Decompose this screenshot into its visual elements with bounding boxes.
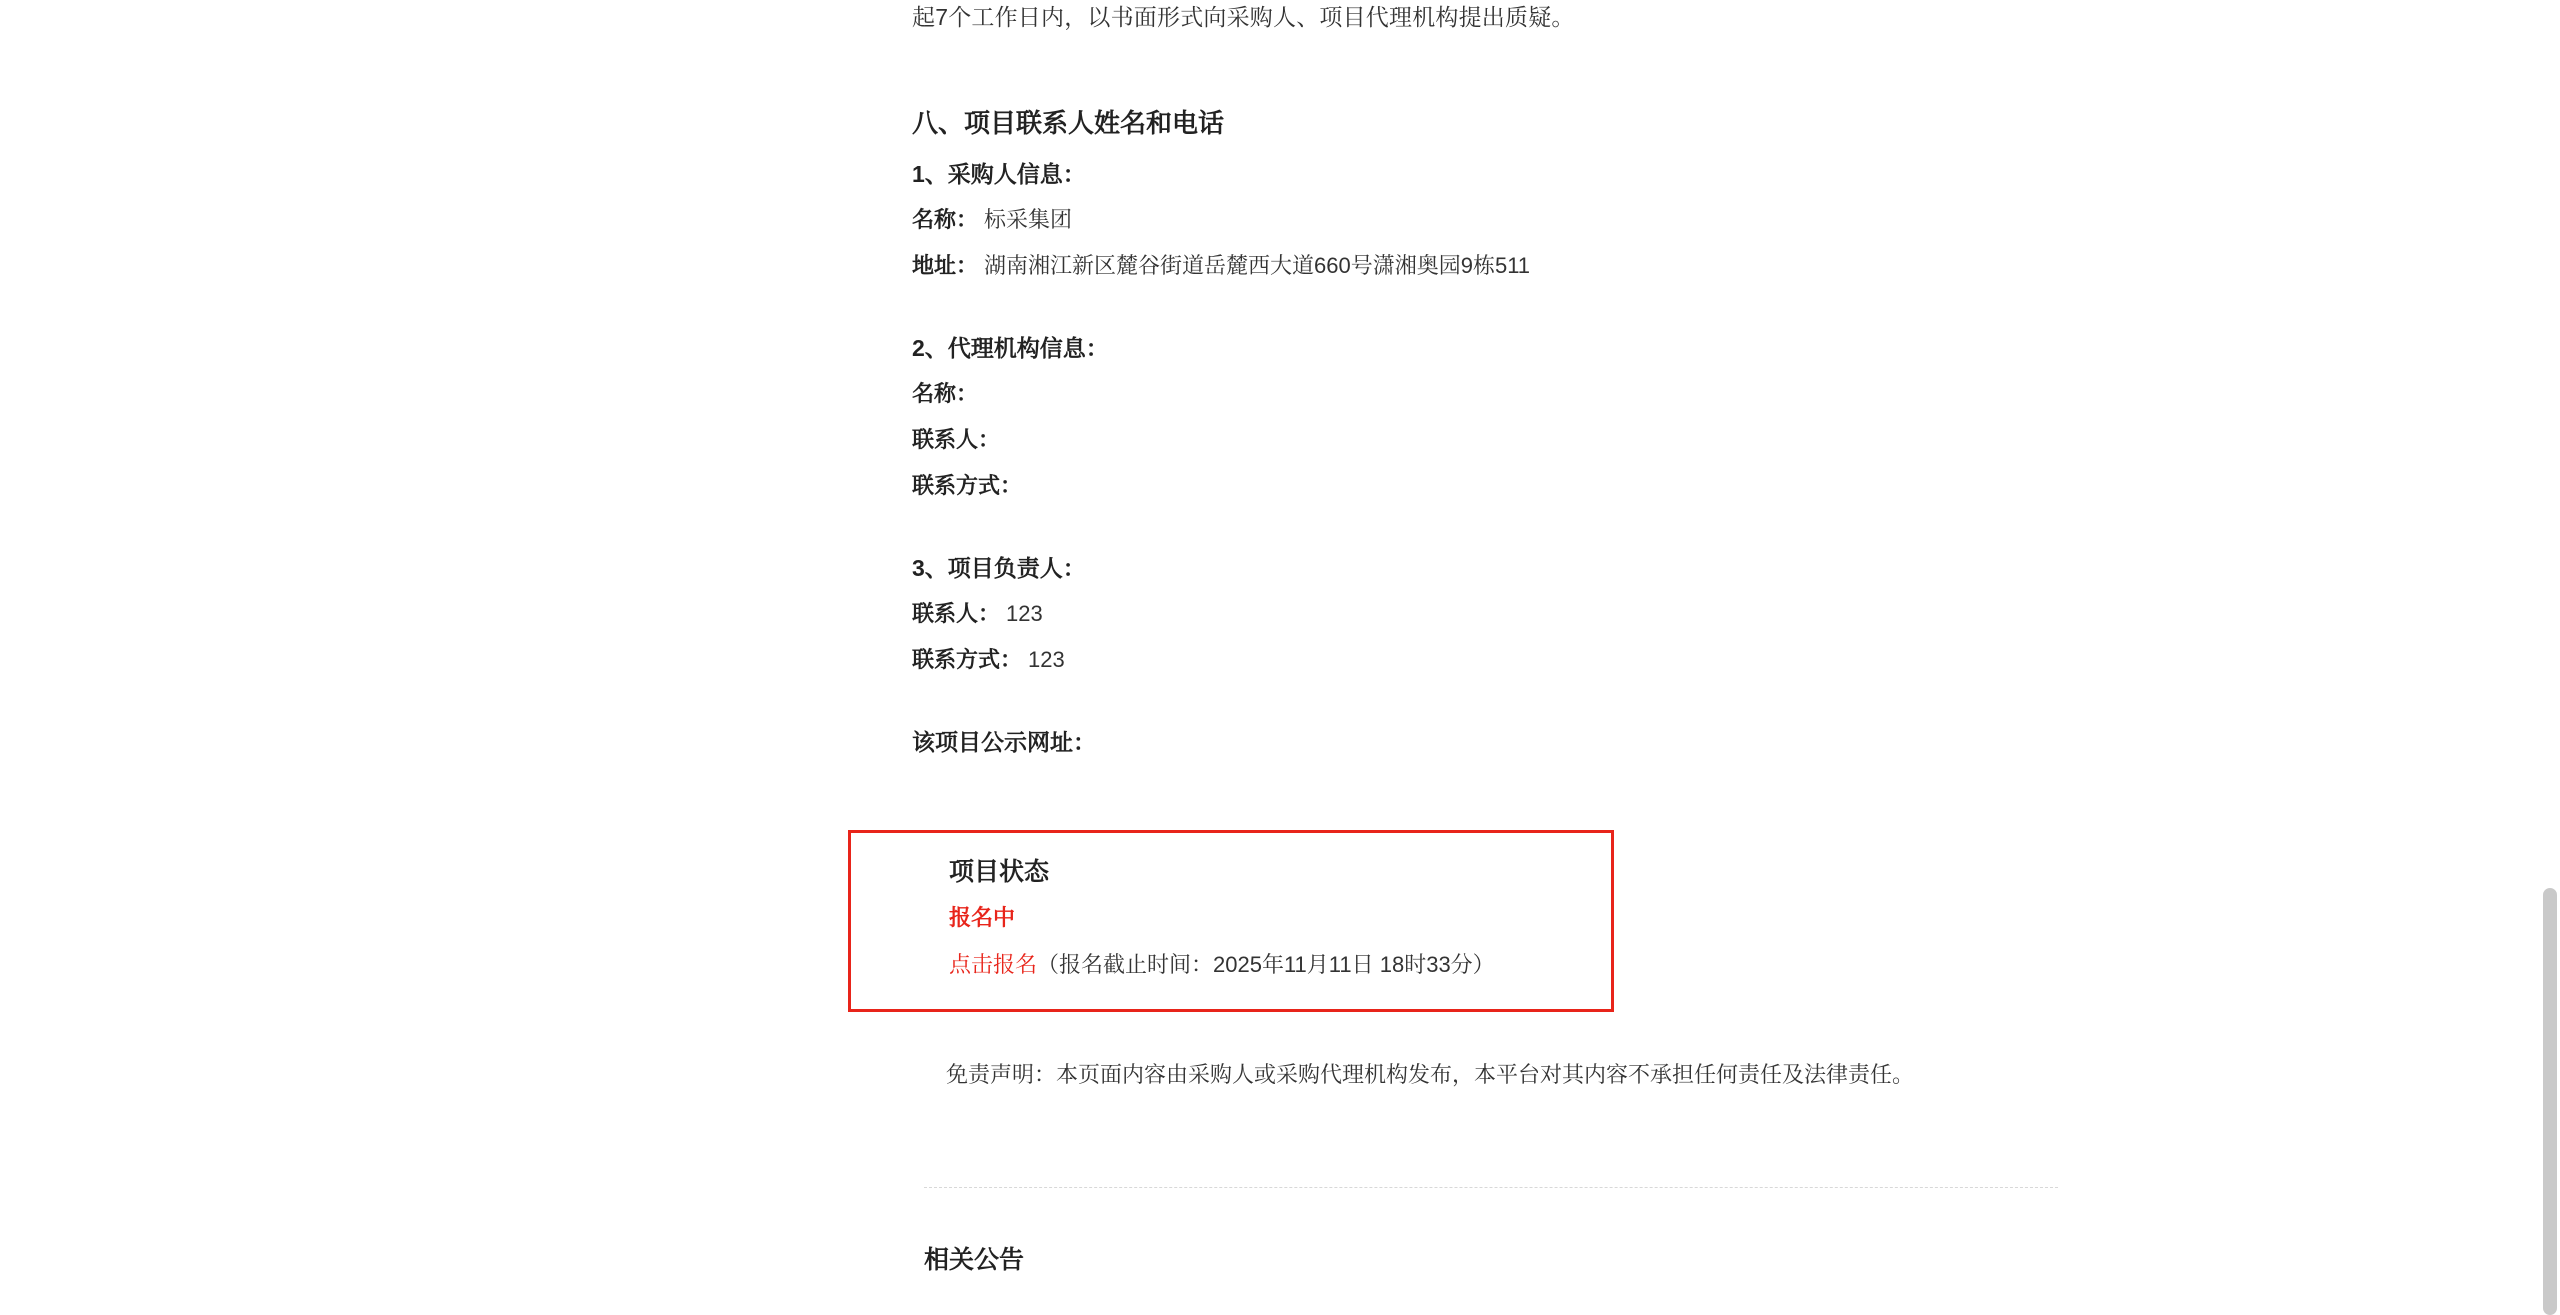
field-key: 名称： bbox=[912, 381, 979, 406]
left-gutter bbox=[0, 0, 34, 1315]
spacer bbox=[912, 676, 2112, 708]
register-link[interactable]: 点击报名 bbox=[949, 952, 1038, 977]
field-key: 联系人： bbox=[912, 427, 1001, 452]
subsection-heading-agency: 2、代理机构信息： bbox=[912, 335, 1109, 361]
subsection-heading-purchaser: 1、采购人信息： bbox=[912, 161, 1086, 187]
field-row bbox=[912, 378, 2112, 410]
field-row bbox=[912, 644, 2112, 676]
content-column bbox=[34, 0, 2526, 1315]
page-scrollbar-track[interactable] bbox=[2538, 0, 2560, 1315]
field-key: 联系人： bbox=[912, 601, 1001, 626]
field-key: 名称： bbox=[912, 207, 979, 232]
field-row bbox=[912, 470, 2112, 502]
field-value: 标采集团 bbox=[984, 207, 1073, 232]
project-status-inner bbox=[851, 833, 1611, 981]
field-row bbox=[912, 250, 2112, 282]
subsection-heading-project-manager: 3、项目负责人： bbox=[912, 555, 1086, 581]
section-title: 八、项目联系人姓名和电话 bbox=[912, 108, 1225, 138]
document-body bbox=[912, 0, 2112, 758]
page-scrollbar-thumb[interactable] bbox=[2543, 888, 2557, 1315]
project-status-title: 项目状态 bbox=[949, 858, 1050, 886]
spacer bbox=[912, 502, 2112, 534]
status-action-row bbox=[949, 949, 1611, 981]
top-paragraph: 起7个工作日内，以书面形式向采购人、项目代理机构提出质疑。 bbox=[912, 4, 1575, 30]
field-value: 123 bbox=[1006, 601, 1043, 626]
field-row bbox=[912, 424, 2112, 456]
related-notices-title: 相关公告 bbox=[924, 1246, 1025, 1274]
spacer bbox=[912, 282, 2112, 314]
field-key: 地址： bbox=[912, 253, 979, 278]
disclaimer-text: 免责声明：本页面内容由采购人或采购代理机构发布，本平台对其内容不承担任何责任及法律责任。 bbox=[946, 1062, 1915, 1087]
status-badge: 报名中 bbox=[949, 905, 1016, 930]
project-status-box bbox=[848, 830, 1614, 1012]
field-value: 湖南湘江新区麓谷街道岳麓西大道660号潇湘奥园9栋511 bbox=[984, 253, 1531, 278]
field-key: 联系方式： bbox=[912, 647, 1023, 672]
field-value: 123 bbox=[1028, 647, 1065, 672]
field-row bbox=[912, 598, 2112, 630]
field-key: 联系方式： bbox=[912, 473, 1023, 498]
public-url-label: 该项目公示网址： bbox=[912, 729, 1096, 755]
registration-deadline: （报名截止时间：2025年11月11日 18时33分） bbox=[1037, 952, 1495, 977]
section-divider bbox=[924, 1187, 2058, 1188]
field-row bbox=[912, 204, 2112, 236]
